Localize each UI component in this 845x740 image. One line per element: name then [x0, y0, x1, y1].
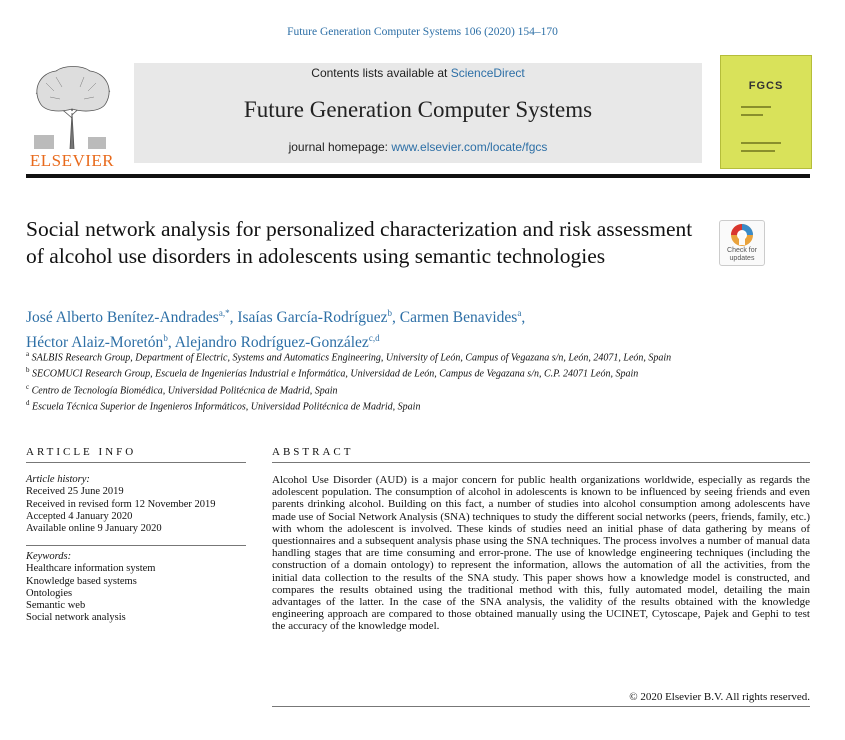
copyright-notice: © 2020 Elsevier B.V. All rights reserved.: [629, 691, 810, 703]
author-separator: ,: [167, 334, 175, 352]
affiliation-item: [26, 397, 806, 413]
history-item: Accepted 4 January 2020: [26, 510, 133, 522]
abstract-body: Alcohol Use Disorder (AUD) is a major concern for public health organizations worldwide, especially as regards the adolescent population. The consumption of alcohol in adolescents is known to be influenced by seeing friends and even parents drinking alcohol. Building on this fact, a number of studies into alcohol consumption among adolescents have made use of Social Network Analysis (SNA) techniques to study the different social networks (peers, friends, family, etc.) with whom the adolescent is involved. These kinds of studies need an initial phase of data gathering by means of questionnaires and a subsequent analysis phase using the SNA techniques. The process involves a number of manual data handling stages that are time consuming and error-prone. The use of knowledge engineering techniques (including the construction of a domain ontology) to represent the information, allows the automation of all the activities, from the initial data collection to the results of the SNA study. This paper shows how a knowledge model is constructed, and compares the results obtained using the traditional method with this, fully automated model, detailing the main advantages of the latter. In the case of the SNA analysis, the validity of the results obtained with the knowledge engineering approach are compared to those obtained manually using the UCINET, Cytoscape, Pajek and Gephi to test the accuracy of the knowledge model.: [272, 474, 810, 633]
author-separator: ,: [392, 309, 400, 327]
author-name[interactable]: Carmen Benavides: [399, 309, 518, 327]
affiliation-text: Escuela Técnica Superior de Ingenieros Informáticos, Universidad Politécnica de Madrid, Spain: [32, 401, 421, 413]
section-divider: [26, 462, 246, 463]
author-affiliation-mark[interactable]: b: [163, 333, 168, 344]
keywords-label: Keywords:: [26, 551, 72, 562]
author-name[interactable]: José Alberto Benítez-Andrades: [26, 309, 219, 327]
homepage-link[interactable]: www.elsevier.com/locate/fgcs: [391, 140, 548, 154]
history-item: Available online 9 January 2020: [26, 523, 162, 535]
cover-decoration: [741, 106, 771, 108]
author-affiliation-mark[interactable]: b: [387, 308, 393, 318]
journal-header: [26, 55, 810, 175]
homepage-line: [134, 140, 702, 154]
journal-banner: [134, 63, 702, 163]
crossmark-badge[interactable]: [719, 220, 765, 266]
affiliation-item: [26, 348, 806, 364]
crossmark-label: Check for updates: [727, 247, 757, 262]
author-list: [26, 303, 806, 353]
author-name[interactable]: Héctor Alaiz-Moretón: [26, 334, 164, 352]
journal-cover-thumbnail[interactable]: [720, 55, 812, 169]
affiliation-mark: d: [26, 398, 30, 407]
section-divider: [26, 545, 246, 546]
history-item: Received 25 June 2019: [26, 486, 124, 498]
history-item: Received in revised form 12 November 2019: [26, 498, 216, 510]
cover-decoration: [741, 142, 781, 144]
affiliation-item: [26, 364, 806, 380]
elsevier-wordmark: ELSEVIER: [29, 151, 115, 170]
keyword-item: Healthcare information system: [26, 563, 156, 575]
affiliation-mark: c: [26, 382, 30, 391]
history-label: Article history:: [26, 474, 90, 485]
elsevier-logo[interactable]: [26, 63, 118, 173]
cover-decoration: [741, 150, 775, 152]
affiliation-mark: b: [26, 366, 30, 375]
keyword-item: Knowledge based systems: [26, 575, 137, 587]
cover-label: FGCS: [748, 80, 784, 92]
journal-reference[interactable]: Future Generation Computer Systems 106 (2020) 154–170: [287, 26, 558, 38]
keyword-list: [26, 551, 246, 625]
contents-prefix: Contents lists available at: [311, 66, 451, 80]
article-info-heading: ARTICLE INFO: [26, 446, 137, 458]
author-name[interactable]: Isaías García-Rodríguez: [237, 309, 388, 327]
affiliation-item: [26, 381, 806, 397]
author-name[interactable]: Alejandro Rodríguez-González: [174, 334, 369, 352]
author-separator: ,: [229, 309, 238, 327]
homepage-prefix: journal homepage:: [288, 140, 392, 154]
affiliation-text: SALBIS Research Group, Department of Electric, Systems and Automatics Engineering, University of León, Campus of Vegazana s/n, León, 24071, León, Spain: [31, 352, 672, 364]
sciencedirect-link[interactable]: ScienceDirect: [450, 66, 525, 80]
elsevier-tree-icon: [26, 63, 118, 151]
article-title: Social network analysis for personalized characterization and risk assessment of alcohol use disorders in adolescents using semantic technologies: [26, 217, 693, 268]
affiliation-mark: a: [26, 350, 30, 358]
affiliation-text: Centro de Tecnología Biomédica, Universidad Politécnica de Madrid, Spain: [31, 384, 338, 396]
article-history: [26, 474, 246, 535]
author-affiliation-mark[interactable]: a,*: [218, 308, 230, 318]
cover-decoration: [741, 114, 763, 116]
contents-line: [134, 66, 702, 80]
author-affiliation-mark[interactable]: a: [517, 308, 522, 318]
header-rule: [26, 174, 810, 178]
journal-title: Future Generation Computer Systems: [243, 97, 593, 122]
keyword-item: Semantic web: [26, 600, 86, 612]
keyword-item: Social network analysis: [26, 612, 126, 624]
affiliation-text: SECOMUCI Research Group, Escuela de Ingenierías Industrial e Informática, Universidad de León, Campus de Vegazana s/n, C.P. 24071 León, Spain: [32, 368, 639, 380]
author-affiliation-mark[interactable]: c,d: [368, 333, 380, 344]
author-separator: ,: [521, 309, 526, 327]
affiliation-list: [26, 348, 806, 413]
section-divider: [272, 706, 810, 707]
abstract-heading: ABSTRACT: [272, 446, 354, 458]
keyword-item: Ontologies: [26, 587, 73, 599]
section-divider: [272, 462, 810, 463]
